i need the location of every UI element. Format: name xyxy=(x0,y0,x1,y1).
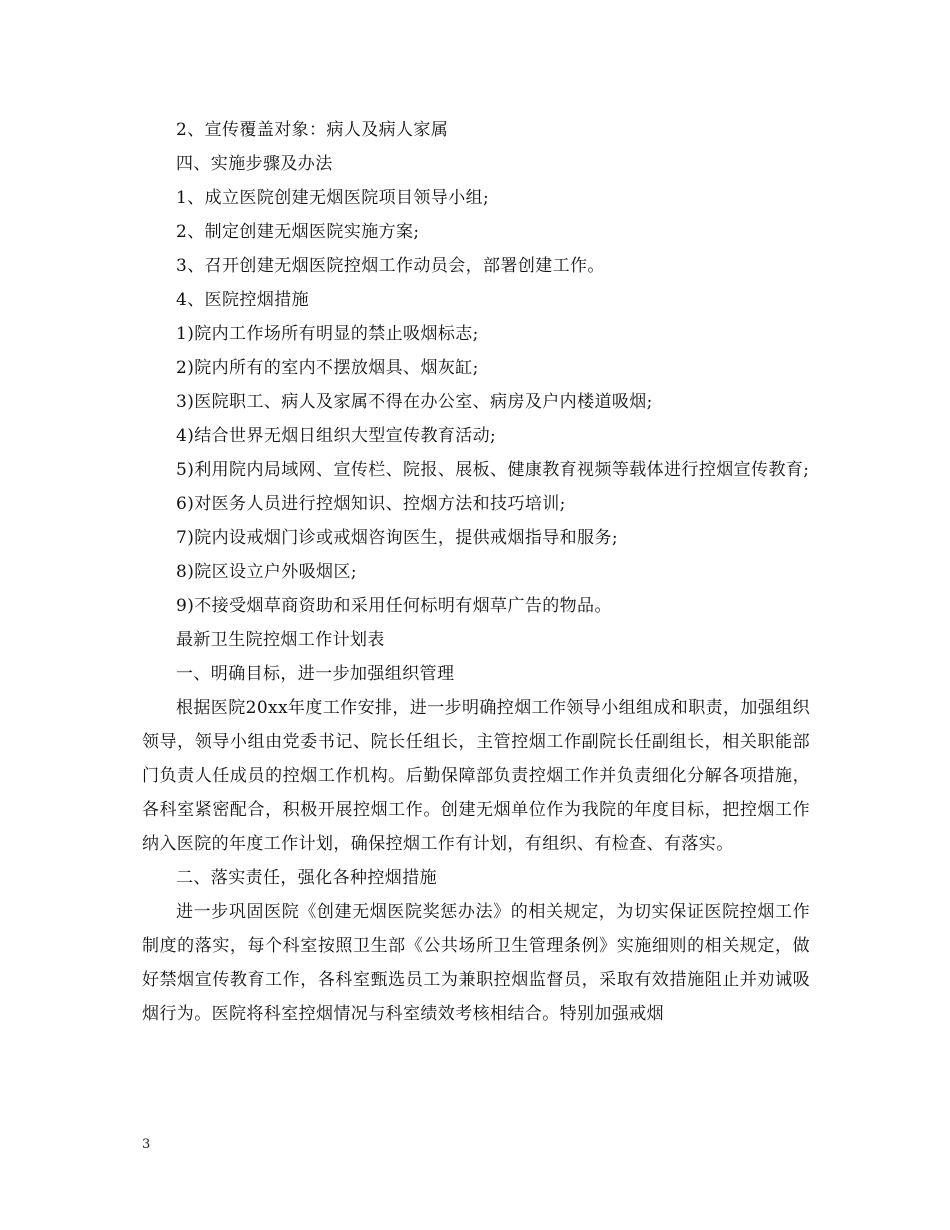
list-item: 2)院内所有的室内不摆放烟具、烟灰缸; xyxy=(176,358,479,378)
document-subtitle: 最新卫生院控烟工作计划表 xyxy=(176,630,385,650)
paragraph: 进一步巩固医院《创建无烟医院奖惩办法》的相关规定，为切实保证医院控烟工作制度的落实，每个科室按照卫生部《公共场所卫生管理条例》实施细则的相关规定，做好禁烟宣传教育工作，各科室甄选员工为兼职控烟监督员，采取有效措施阻止并劝诫吸烟行为。医院将科室控烟情况与科室绩效考核相结合。特别加强戒烟 xyxy=(142,902,810,1024)
paragraph: 根据医院20xx年度工作安排，进一步明确控烟工作领导小组组成和职责，加强组织领导，领导小组由党委书记、院长任组长，主管控烟工作副院长任副组长，相关职能部门负责人任成员的控烟工作机构。后勤保障部负责控烟工作并负责细化分解各项措施，各科室紧密配合，积极开展控烟工作。创建无烟单位作为我院的年度目标，把控烟工作纳入医院的年度工作计划，确保控烟工作有计划，有组织、有检查、有落实。 xyxy=(142,698,811,854)
list-item: 7)院内设戒烟门诊或戒烟咨询医生，提供戒烟指导和服务; xyxy=(176,528,618,548)
list-item: 5)利用院内局域网、宣传栏、院报、展板、健康教育视频等载体进行控烟宣传教育; xyxy=(176,460,810,480)
section-heading: 一、明确目标，进一步加强组织管理 xyxy=(176,664,455,684)
page-number: 3 xyxy=(142,1137,151,1152)
list-item: 3)医院职工、病人及家属不得在办公室、病房及户内楼道吸烟; xyxy=(176,392,653,412)
paragraph: 2、制定创建无烟医院实施方案; xyxy=(176,222,420,242)
list-item: 1)院内工作场所有明显的禁止吸烟标志; xyxy=(176,324,479,344)
list-item: 9)不接受烟草商资助和采用任何标明有烟草广告的物品。 xyxy=(176,596,612,616)
paragraph: 1、成立医院创建无烟医院项目领导小组; xyxy=(176,188,490,208)
section-heading: 二、落实责任，强化各种控烟措施 xyxy=(176,868,437,888)
paragraph: 3、召开创建无烟医院控烟工作动员会，部署创建工作。 xyxy=(176,256,605,276)
paragraph: 2、宣传覆盖对象：病人及病人家属 xyxy=(176,120,449,140)
paragraph: 4、医院控烟措施 xyxy=(176,290,310,310)
section-heading: 四、实施步骤及办法 xyxy=(176,154,333,174)
list-item: 4)结合世界无烟日组织大型宣传教育活动; xyxy=(176,426,497,446)
document-body xyxy=(142,113,810,1031)
list-item: 6)对医务人员进行控烟知识、控烟方法和技巧培训; xyxy=(176,494,566,514)
list-item: 8)院区设立户外吸烟区; xyxy=(176,562,357,582)
